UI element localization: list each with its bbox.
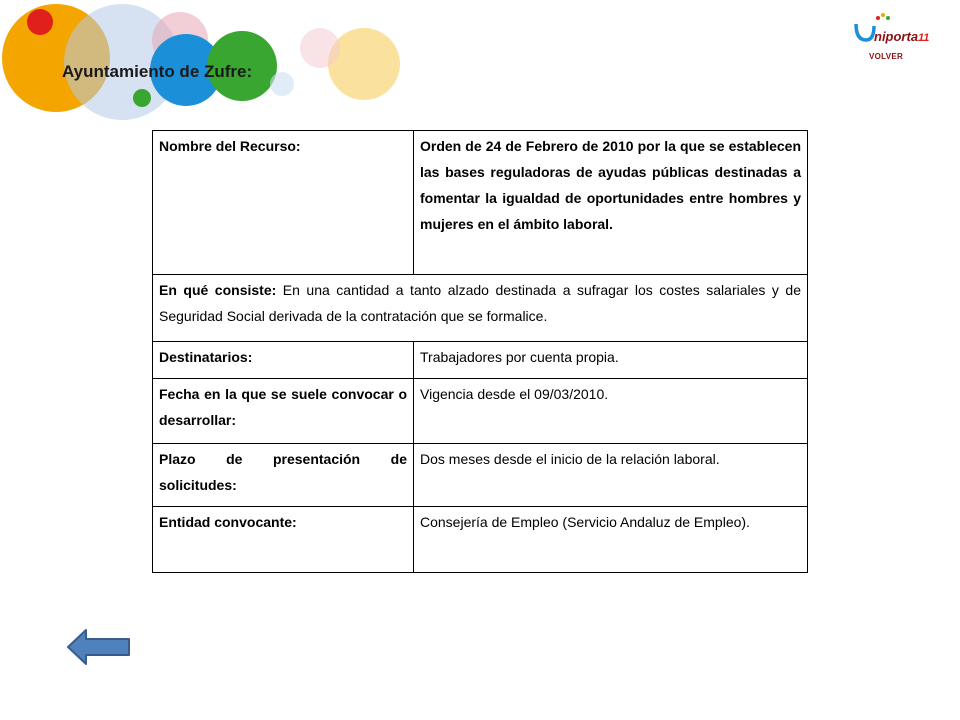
destinatarios-value-cell [414,342,808,379]
left-arrow-icon[interactable] [66,628,132,666]
plazo-label: Plazo de presentación de solicitudes: [159,451,407,493]
circle-red-small [27,9,53,35]
table-row [153,131,808,275]
plazo-value-cell [414,444,808,507]
page-title: Ayuntamiento de Zufre: [62,62,253,81]
circle-yellow [328,28,400,100]
circle-pale-pink [300,28,340,68]
fecha-label-cell [153,379,414,444]
consiste-label: En qué consiste: [159,282,277,298]
resource-info-table [152,130,808,573]
fecha-value: Vigencia desde el 09/03/2010. [420,386,609,402]
plazo-value: Dos meses desde el inicio de la relación laboral. [420,451,720,467]
decorative-circles [0,0,420,120]
table-row [153,507,808,573]
svg-text:11: 11 [918,32,930,44]
destinatarios-label: Destinatarios: [159,349,253,365]
table-row [153,342,808,379]
entidad-value: Consejería de Empleo (Servicio Andaluz de Empleo). [420,514,750,530]
fecha-value-cell [414,379,808,444]
circle-small-green [133,89,151,107]
plazo-label-cell [153,444,414,507]
recurso-label: Nombre del Recurso: [159,138,301,154]
table-row [153,275,808,342]
fecha-label: Fecha en la que se suele convocar o desarrollar: [159,386,407,428]
recurso-value: Orden de 24 de Febrero de 2010 por la que se establecen las bases reguladoras de ayudas públicas destinadas a fomentar la igualdad de oportunidades entre hombres y mujeres en el ámbito laboral. [420,138,801,232]
table-row [153,379,808,444]
entidad-label-cell [153,507,414,573]
circle-pale-blue [270,72,294,96]
entidad-label: Entidad convocante: [159,514,297,530]
consiste-cell [153,275,808,342]
uniporta-logo[interactable] [852,10,932,48]
recurso-label-cell [153,131,414,275]
consiste-value: En una cantidad a tanto alzado destinada a sufragar los costes salariales y de Seguridad Social derivada de la contratación que se formalice. [159,282,801,324]
destinatarios-value: Trabajadores por cuenta propia. [420,349,619,365]
volver-link[interactable]: VOLVER [869,52,904,61]
destinatarios-label-cell [153,342,414,379]
svg-text:niporta: niporta [874,29,919,44]
entidad-value-cell [414,507,808,573]
recurso-value-cell [414,131,808,275]
table-row [153,444,808,507]
